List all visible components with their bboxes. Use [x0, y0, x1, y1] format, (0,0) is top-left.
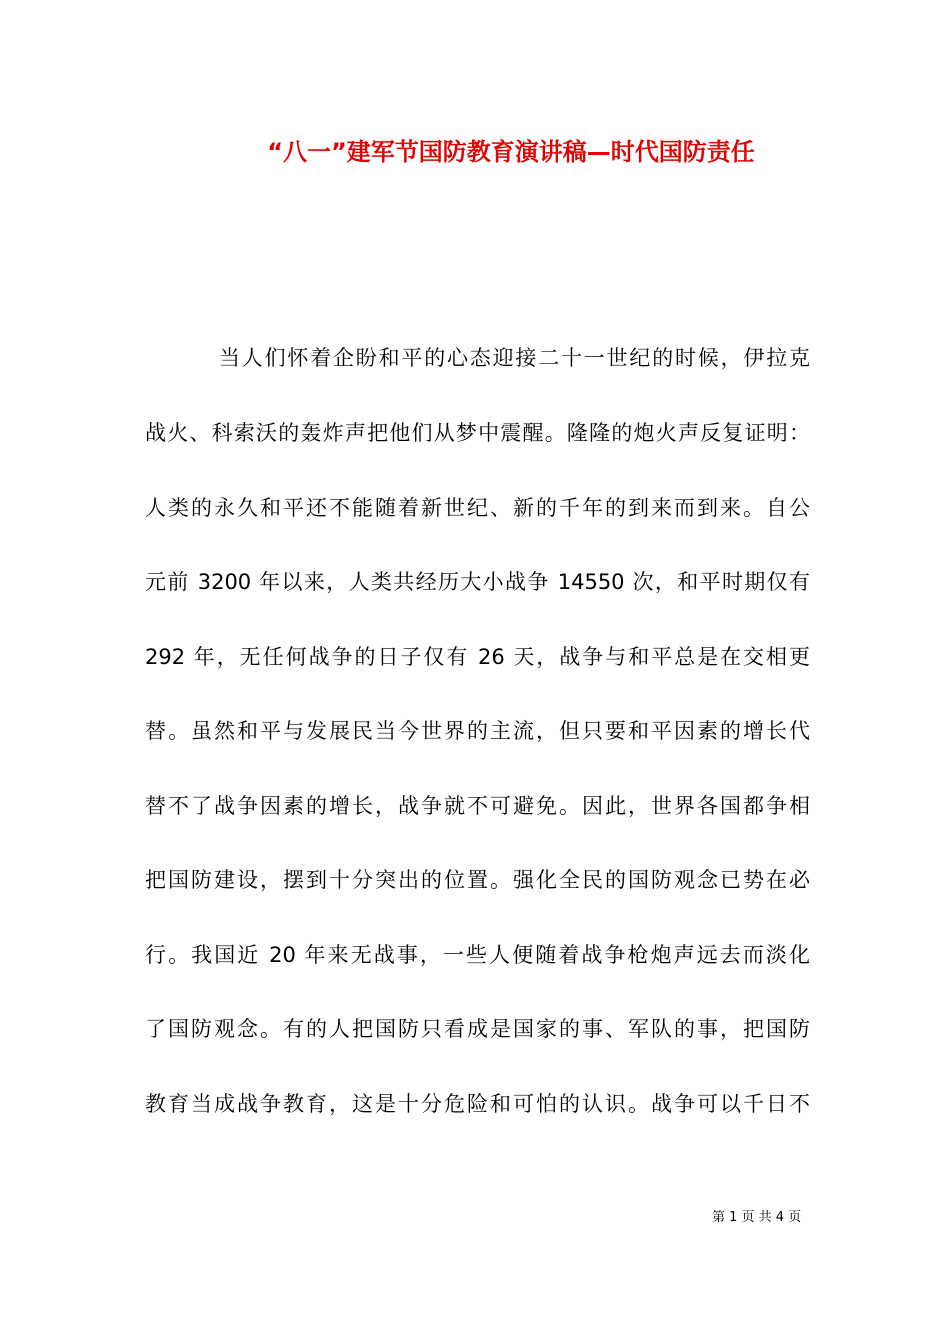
paragraph-line: 元前 3200 年以来，人类共经历大小战争 14550 次，和平时期仅有 [145, 570, 810, 594]
page-number: 第 1 页 共 4 页 [712, 1210, 802, 1225]
paragraph-line: 替。虽然和平与发展民当今世界的主流，但只要和平因素的增长代 [145, 719, 810, 743]
paragraph-line: 人类的永久和平还不能随着新世纪、新的千年的到来而到来。自公 [145, 496, 810, 520]
paragraph-line: 292 年，无任何战争的日子仅有 26 天，战争与和平总是在交相更 [145, 645, 810, 669]
paragraph-line: 了国防观念。有的人把国防只看成是国家的事、军队的事，把国防 [145, 1017, 810, 1041]
paragraph-line: 把国防建设，摆到十分突出的位置。强化全民的国防观念已势在必 [145, 868, 810, 892]
document-title: “八一”建军节国防教育演讲稿—时代国防责任 [267, 138, 755, 166]
paragraph-line: 替不了战争因素的增长，战争就不可避免。因此，世界各国都争相 [145, 794, 810, 818]
paragraph-line: 教育当成战争教育，这是十分危险和可怕的认识。战争可以千日不 [145, 1092, 810, 1116]
paragraph-line: 战火、科索沃的轰炸声把他们从梦中震醒。隆隆的炮火声反复证明： [145, 421, 810, 445]
paragraph-line: 行。我国近 20 年来无战事，一些人便随着战争枪炮声远去而淡化 [145, 943, 810, 967]
paragraph-line: 当人们怀着企盼和平的心态迎接二十一世纪的时候，伊拉克 [219, 346, 810, 370]
